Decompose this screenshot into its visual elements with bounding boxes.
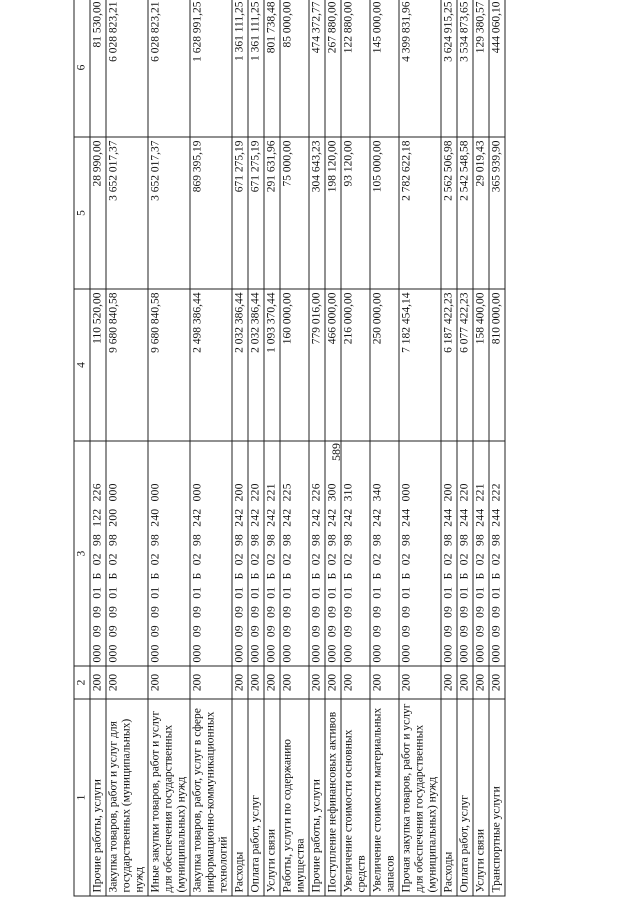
row-budget-code-cell: 000 09 09 01 Б 02 98 242 221: [264, 441, 280, 666]
row-name-cell: Поступление нефинансовых активов: [325, 699, 341, 896]
row-unexecuted-cell: 6 028 823,21: [148, 0, 190, 137]
row-line-code-cell: 200: [280, 666, 309, 699]
row-unexecuted-cell: 3 624 915,25: [441, 0, 457, 137]
row-budget-code-cell: 000 09 09 01 Б 02 98 242 300: [325, 441, 341, 666]
row-line-code-cell: 200: [309, 666, 325, 699]
row-executed-cell: 2 562 506,98: [441, 137, 457, 289]
row-budget-code-cell: 000 09 09 01 Б 02 98 242 310: [341, 441, 370, 666]
row-unexecuted-cell: 444 060,10: [489, 0, 505, 137]
row-budget-code-cell: 000 09 09 01 Б 02 98 242 226: [309, 441, 325, 666]
row-name-cell: Закупка товаров, работ и услуг для государственных (муниципальных) нужд: [106, 699, 148, 896]
row-line-code-cell: 200: [190, 666, 232, 699]
row-name-cell: Услуги связи: [264, 699, 280, 896]
row-unexecuted-cell: 129 380,57: [473, 0, 489, 137]
row-line-code-cell: 200: [325, 666, 341, 699]
row-line-code-cell: 200: [341, 666, 370, 699]
column-header: 1: [74, 699, 90, 896]
row-name-cell: Услуги связи: [473, 699, 489, 896]
rotated-table-container: [74, 1, 631, 896]
row-budget-code-cell: 000 09 09 01 Б 02 98 242 225: [280, 441, 309, 666]
row-budget-code-cell: 000 09 09 01 Б 02 98 242 000: [190, 441, 232, 666]
row-line-code-cell: 200: [441, 666, 457, 699]
row-unexecuted-cell: 122 880,00: [341, 0, 370, 137]
table-row: [106, 0, 148, 896]
row-executed-cell: 198 120,00: [325, 137, 341, 289]
row-name-cell: Оплата работ, услуг: [248, 699, 264, 896]
row-approved-cell: 216 000,00: [341, 289, 370, 441]
page-number: 589: [329, 443, 343, 461]
row-approved-cell: 158 400,00: [473, 289, 489, 441]
table-row: [341, 0, 370, 896]
header-row: [74, 0, 90, 896]
row-line-code-cell: 200: [264, 666, 280, 699]
row-executed-cell: 75 000,00: [280, 137, 309, 289]
table-row: [457, 0, 473, 896]
row-line-code-cell: 200: [370, 666, 399, 699]
row-approved-cell: 9 680 840,58: [148, 289, 190, 441]
row-executed-cell: 671 275,19: [248, 137, 264, 289]
row-unexecuted-cell: 81 530,00: [90, 0, 106, 137]
budget-table: [74, 0, 506, 896]
row-executed-cell: 3 652 017,37: [106, 137, 148, 289]
row-name-cell: Работы, услуги по содержанию имущества: [280, 699, 309, 896]
table-row: [90, 0, 106, 896]
row-approved-cell: 250 000,00: [370, 289, 399, 441]
row-name-cell: Оплата работ, услуг: [457, 699, 473, 896]
table-row: [370, 0, 399, 896]
row-unexecuted-cell: 85 000,00: [280, 0, 309, 137]
row-name-cell: Иные закупки товаров, работ и услуг для обеспечения государственных (муниципальных) нужд: [148, 699, 190, 896]
row-line-code-cell: 200: [473, 666, 489, 699]
row-budget-code-cell: 000 09 09 01 Б 02 98 244 221: [473, 441, 489, 666]
row-name-cell: Увеличение стоимости основных средств: [341, 699, 370, 896]
row-approved-cell: 2 498 386,44: [190, 289, 232, 441]
row-executed-cell: 365 939,90: [489, 137, 505, 289]
row-approved-cell: 9 680 840,58: [106, 289, 148, 441]
table-row: [473, 0, 489, 896]
row-unexecuted-cell: 1 361 111,25: [248, 0, 264, 137]
row-unexecuted-cell: 6 028 823,21: [106, 0, 148, 137]
table-row: [280, 0, 309, 896]
row-executed-cell: 2 782 622,18: [399, 137, 441, 289]
row-executed-cell: 2 542 548,58: [457, 137, 473, 289]
row-executed-cell: 671 275,19: [232, 137, 248, 289]
row-approved-cell: 466 000,00: [325, 289, 341, 441]
row-executed-cell: 3 652 017,37: [148, 137, 190, 289]
row-line-code-cell: 200: [232, 666, 248, 699]
table-row: [441, 0, 457, 896]
column-header: 3: [74, 441, 90, 666]
row-approved-cell: 6 077 422,23: [457, 289, 473, 441]
row-name-cell: Прочие работы, услуги: [309, 699, 325, 896]
row-name-cell: Расходы: [232, 699, 248, 896]
row-approved-cell: 779 016,00: [309, 289, 325, 441]
row-unexecuted-cell: 145 000,00: [370, 0, 399, 137]
row-line-code-cell: 200: [106, 666, 148, 699]
table-row: [309, 0, 325, 896]
row-line-code-cell: 200: [399, 666, 441, 699]
table-row: [232, 0, 248, 896]
row-approved-cell: 6 187 422,23: [441, 289, 457, 441]
row-budget-code-cell: 000 09 09 01 Б 02 98 240 000: [148, 441, 190, 666]
row-name-cell: Прочие работы, услуги: [90, 699, 106, 896]
row-line-code-cell: 200: [457, 666, 473, 699]
row-budget-code-cell: 000 09 09 01 Б 02 98 244 222: [489, 441, 505, 666]
row-line-code-cell: 200: [148, 666, 190, 699]
row-unexecuted-cell: 3 534 873,65: [457, 0, 473, 137]
row-name-cell: Прочая закупка товаров, работ и услуг для обеспечения государственных (муниципальных) нужд: [399, 699, 441, 896]
row-executed-cell: 93 120,00: [341, 137, 370, 289]
table-row: [248, 0, 264, 896]
row-unexecuted-cell: 801 738,48: [264, 0, 280, 137]
row-name-cell: Расходы: [441, 699, 457, 896]
row-executed-cell: 304 643,23: [309, 137, 325, 289]
row-executed-cell: 105 000,00: [370, 137, 399, 289]
row-line-code-cell: 200: [248, 666, 264, 699]
row-approved-cell: 2 032 386,44: [232, 289, 248, 441]
row-approved-cell: 1 093 370,44: [264, 289, 280, 441]
column-header: 4: [74, 289, 90, 441]
table-row: [489, 0, 505, 896]
row-executed-cell: 28 990,00: [90, 137, 106, 289]
column-header: 2: [74, 666, 90, 699]
row-line-code-cell: 200: [90, 666, 106, 699]
table-row: [264, 0, 280, 896]
row-executed-cell: 29 019,43: [473, 137, 489, 289]
row-budget-code-cell: 000 09 09 01 Б 02 98 242 340: [370, 441, 399, 666]
row-approved-cell: 110 520,00: [90, 289, 106, 441]
row-unexecuted-cell: 1 628 991,25: [190, 0, 232, 137]
row-budget-code-cell: 000 09 09 01 Б 02 98 242 220: [248, 441, 264, 666]
table-row: [190, 0, 232, 896]
row-executed-cell: 869 395,19: [190, 137, 232, 289]
row-budget-code-cell: 000 09 09 01 Б 02 98 122 226: [90, 441, 106, 666]
column-header: 5: [74, 137, 90, 289]
row-unexecuted-cell: 474 372,77: [309, 0, 325, 137]
table-row: [399, 0, 441, 896]
row-line-code-cell: 200: [489, 666, 505, 699]
table-row: [148, 0, 190, 896]
row-approved-cell: 810 000,00: [489, 289, 505, 441]
row-executed-cell: 291 631,96: [264, 137, 280, 289]
row-unexecuted-cell: 267 880,00: [325, 0, 341, 137]
row-unexecuted-cell: 4 399 831,96: [399, 0, 441, 137]
row-budget-code-cell: 000 09 09 01 Б 02 98 200 000: [106, 441, 148, 666]
row-approved-cell: 160 000,00: [280, 289, 309, 441]
row-name-cell: Транспортные услуги: [489, 699, 505, 896]
row-name-cell: Закупка товаров, работ, услуг в сфере информационно-коммуникационных технологий: [190, 699, 232, 896]
row-budget-code-cell: 000 09 09 01 Б 02 98 244 200: [441, 441, 457, 666]
row-budget-code-cell: 000 09 09 01 Б 02 98 244 000: [399, 441, 441, 666]
table-row: [325, 0, 341, 896]
row-approved-cell: 7 182 454,14: [399, 289, 441, 441]
row-budget-code-cell: 000 09 09 01 Б 02 98 242 200: [232, 441, 248, 666]
row-budget-code-cell: 000 09 09 01 Б 02 98 244 220: [457, 441, 473, 666]
row-approved-cell: 2 032 386,44: [248, 289, 264, 441]
column-header: 6: [74, 0, 90, 137]
row-unexecuted-cell: 1 361 111,25: [232, 0, 248, 137]
row-name-cell: Увеличение стоимости материальных запасов: [370, 699, 399, 896]
